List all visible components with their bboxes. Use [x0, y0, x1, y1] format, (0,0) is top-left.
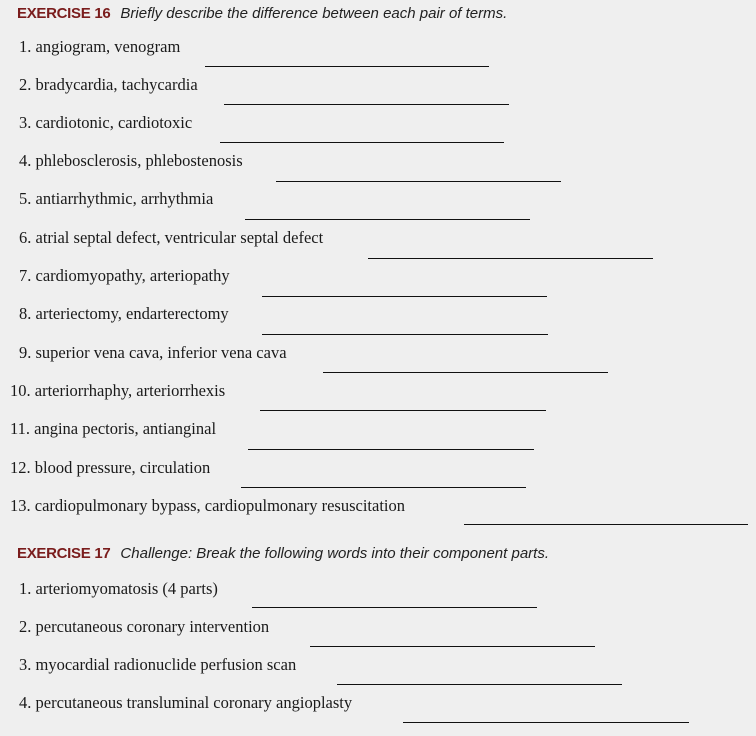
exercise-17-instruction: Challenge: Break the following words into their component parts. — [120, 545, 549, 562]
exercise-17-number: EXERCISE 17 — [17, 545, 111, 562]
exercise-item-label: 4. phlebosclerosis, phlebostenosis — [19, 151, 243, 170]
answer-line[interactable] — [252, 607, 537, 608]
exercise-item-label: 2. percutaneous coronary intervention — [19, 617, 270, 636]
exercise-item-label: 9. superior vena cava, inferior vena cava — [19, 343, 287, 362]
answer-line[interactable] — [241, 487, 526, 488]
exercise-16-number: EXERCISE 16 — [17, 5, 111, 22]
answer-line[interactable] — [464, 524, 748, 525]
answer-line[interactable] — [337, 684, 622, 685]
answer-line[interactable] — [368, 258, 653, 259]
exercise-item-label: 4. percutaneous transluminal coronary angioplasty — [19, 693, 353, 712]
answer-line[interactable] — [220, 142, 504, 143]
exercise-item-label: 11. angina pectoris, antianginal — [10, 419, 217, 438]
answer-line[interactable] — [262, 334, 548, 335]
answer-line[interactable] — [205, 66, 489, 67]
exercise-16-instruction: Briefly describe the difference between each pair of terms. — [120, 5, 508, 22]
exercise-item-label: 13. cardiopulmonary bypass, cardiopulmonary resuscitation — [10, 496, 405, 515]
answer-line[interactable] — [403, 722, 689, 723]
exercise-item-label: 5. antiarrhythmic, arrhythmia — [19, 189, 214, 208]
exercise-item-label: 6. atrial septal defect, ventricular septal defect — [19, 228, 324, 247]
exercise-16-header — [17, 5, 507, 22]
answer-line[interactable] — [260, 410, 546, 411]
exercise-item-label: 3. myocardial radionuclide perfusion scan — [19, 655, 297, 674]
answer-line[interactable] — [262, 296, 547, 297]
answer-line[interactable] — [245, 219, 530, 220]
exercise-item-label: 7. cardiomyopathy, arteriopathy — [19, 266, 230, 285]
answer-line[interactable] — [248, 449, 534, 450]
answer-line[interactable] — [276, 181, 561, 182]
exercise-17-header — [17, 545, 549, 562]
answer-line[interactable] — [323, 372, 608, 373]
exercise-item-label: 1. arteriomyomatosis (4 parts) — [19, 579, 218, 598]
exercise-item-label: 2. bradycardia, tachycardia — [19, 75, 198, 94]
answer-line[interactable] — [224, 104, 509, 105]
exercise-item-label: 3. cardiotonic, cardiotoxic — [19, 113, 193, 132]
exercise-item-label: 1. angiogram, venogram — [19, 37, 181, 56]
answer-line[interactable] — [310, 646, 595, 647]
exercise-item-label: 12. blood pressure, circulation — [10, 458, 211, 477]
exercise-item-label: 8. arteriectomy, endarterectomy — [19, 304, 229, 323]
exercise-item-label: 10. arteriorrhaphy, arteriorrhexis — [10, 381, 226, 400]
